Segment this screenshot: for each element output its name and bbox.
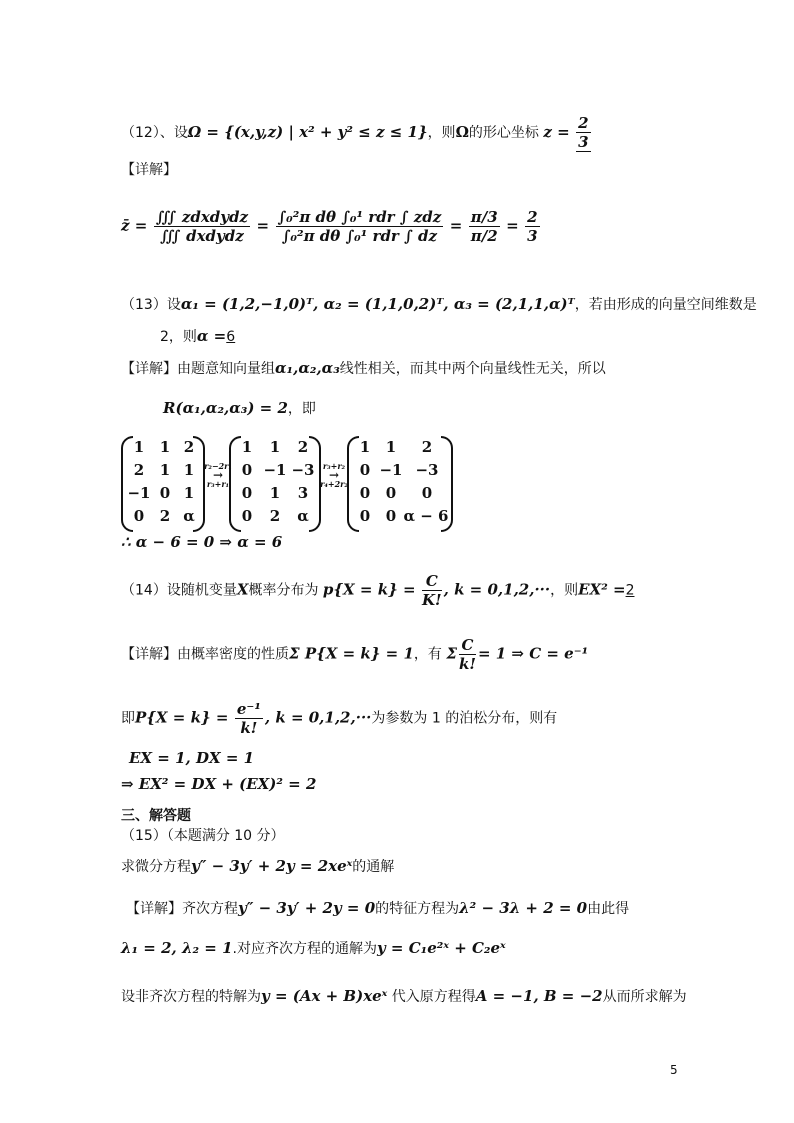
q12-tail: 的形心坐标 — [468, 125, 539, 141]
q13-line2: 2，则α =6 — [160, 327, 236, 345]
q12-omega: Ω — [455, 123, 469, 141]
q15-header: （15）（本题满分 10 分） — [121, 828, 285, 844]
q14-fraction: $\frac{C}{K!}$ — [422, 572, 442, 609]
q14-line: （14）设随机变量X概率分布为 p{X = k} = $\frac{C}{K!}$ , k = 0,1,2,···，则EX² =2 — [121, 572, 635, 609]
q12-fraction: $\frac{2}{3}$ — [578, 114, 589, 151]
q12-detail-eq: z̄ = $\frac{\text{∭ zdxdydz}}{\text{∭ dxdydz}}$ = $\frac{\text{∫₀²π dθ ∫₀¹ rdr ∫ zdz}}{\text{∫₀²π dθ ∫₀¹ rdr ∫ dz}}$ = $\frac{\pi/3}{\pi/2}$ = $\frac{2}{3}$ — [121, 208, 538, 245]
triple-integral-fraction: $\frac{\text{∭ zdxdydz}}{\text{∭ dxdydz}}$ — [155, 208, 249, 245]
ex-dx: EX = 1, DX = 1 — [129, 749, 255, 767]
rank-expr: R(α₁,α₂,α₃) = 2 — [163, 399, 288, 417]
row-op-arrow-2: r₃+r₂ → r₄+2r₂ — [320, 461, 348, 489]
q14-answer: 2 — [625, 582, 635, 599]
ex2-result: ⇒ EX² = DX + (EX)² = 2 — [121, 775, 317, 793]
result-fraction: $\frac{2}{3}$ — [527, 208, 538, 245]
q14-detail-line2: 即P{X = k} = $\frac{\text{e⁻¹}}{k!}$ , k = 0,1,2,···为参数为 1 的泊松分布，则有 — [121, 700, 558, 737]
zbar: z̄ = — [121, 216, 148, 235]
rank-line: R(α₁,α₂,α₃) = 2，即 — [163, 399, 316, 417]
matrix-3: 1 1 2 0 −1 −3 0 0 0 0 0 α − 6 — [347, 436, 453, 528]
row-op-arrow-1: r₂−2r₁ → r₃+r₁ — [204, 461, 232, 489]
section-title: 三、解答题 — [121, 808, 191, 824]
q14-detail-line1: 【详解】由概率密度的性质Σ P{X = k} = 1，有 Σ $\frac{C}{k!}$ = 1 ⇒ C = e⁻¹ — [121, 636, 589, 673]
q15-detail-line2: λ₁ = 2, λ₂ = 1.对应齐次方程的通解为y = C₁e²ˣ + C₂eˣ — [121, 939, 506, 957]
q12-mid: ，则 — [427, 125, 456, 141]
matrix-2: 1 1 2 0 −1 −3 0 1 3 0 2 α — [229, 436, 321, 528]
q15-line: 求微分方程y″ − 3y′ + 2y = 2xeˣ的通解 — [121, 857, 395, 875]
q13-conclusion: ∴ α − 6 = 0 ⇒ α = 6 — [121, 533, 283, 551]
q12-set: Ω = {(x,y,z) | x² + y² ≤ z ≤ 1} — [187, 123, 428, 141]
q13-line1: （13）设α₁ = (1,2,−1,0)ᵀ, α₂ = (1,1,0,2)ᵀ, α₃ = (2,1,1,α)ᵀ，若由形成的向量空间维数是 — [121, 295, 757, 313]
matrix-1: 1 1 2 2 1 1 −1 0 1 0 2 α — [121, 436, 205, 528]
q15-detail-line1: 【详解】齐次方程y″ − 3y′ + 2y = 0的特征方程为λ² − 3λ + 2 = 0由此得 — [126, 899, 630, 917]
page-number: 5 — [670, 1063, 678, 1077]
pi-fraction: $\frac{\pi/3}{\pi/2}$ — [470, 208, 498, 245]
q13-vectors: α₁ = (1,2,−1,0)ᵀ, α₂ = (1,1,0,2)ᵀ, α₃ = (2,1,1,α)ᵀ — [180, 295, 575, 313]
q12-detail-label: 【详解】 — [121, 162, 177, 178]
q13-answer: 6 — [226, 329, 236, 345]
q12-zeq: z = — [543, 123, 570, 141]
q15-detail-line3: 设非齐次方程的特解为y = (Ax + B)xeˣ 代入原方程得A = −1, B = −2从而所求解为 — [121, 987, 687, 1005]
cylindrical-fraction: $\frac{\text{∫₀²π dθ ∫₀¹ rdr ∫ zdz}}{\text{∫₀²π dθ ∫₀¹ rdr ∫ dz}}$ — [277, 208, 442, 245]
q13-detail-line: 【详解】由题意知向量组α₁,α₂,α₃线性相关，而其中两个向量线性无关，所以 — [121, 359, 606, 377]
q12-line — [121, 114, 593, 152]
q12-prefix: （12）、设 — [121, 125, 188, 141]
